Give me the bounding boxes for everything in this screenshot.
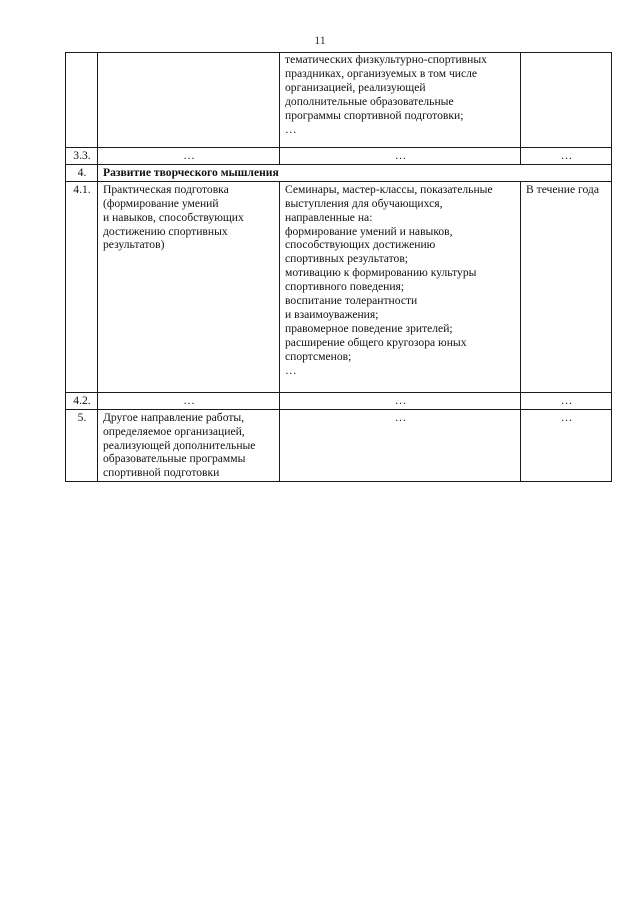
deadline-cell xyxy=(521,181,612,392)
direction-cell xyxy=(98,409,280,482)
direction-line: образовательные программы xyxy=(103,452,246,466)
content-line: правомерное поведение зрителей; xyxy=(285,321,453,335)
direction-line: определяемое организацией, xyxy=(103,424,245,438)
deadline-cell: … xyxy=(521,409,612,482)
content-cell: … xyxy=(280,392,521,409)
content-line: расширение общего кругозора юных xyxy=(285,335,467,349)
direction-line: Другое направление работы, xyxy=(103,410,245,424)
direction-line: спортивной подготовки xyxy=(103,466,220,480)
row-number-cell: 4. xyxy=(66,164,98,181)
table-row-4-2 xyxy=(66,392,612,409)
direction-line: Практическая подготовка xyxy=(103,182,229,196)
deadline-cell: … xyxy=(521,148,612,165)
content-line: и взаимоуважения; xyxy=(285,307,379,321)
content-line: спортсменов; xyxy=(285,349,352,363)
deadline-cell xyxy=(521,53,612,148)
direction-line: (формирование умений xyxy=(103,196,219,210)
row-number-cell: 4.1. xyxy=(66,181,98,392)
section-title: Развитие творческого мышления xyxy=(98,164,612,181)
table-row-3-3 xyxy=(66,148,612,165)
content-line: выступления для обучающихся, xyxy=(285,196,443,210)
content-cell xyxy=(280,53,521,148)
content-line: программы спортивной подготовки; xyxy=(285,108,464,122)
direction-cell xyxy=(98,53,280,148)
content-line: способствующих достижению xyxy=(285,238,436,252)
content-line: Семинары, мастер-классы, показательные xyxy=(285,182,493,196)
row-number-cell: 5. xyxy=(66,409,98,482)
direction-cell: … xyxy=(98,392,280,409)
row-number-cell: 4.2. xyxy=(66,392,98,409)
plan-table xyxy=(65,52,612,482)
content-line: воспитание толерантности xyxy=(285,294,418,308)
direction-line: достижению спортивных xyxy=(103,224,228,238)
content-line: спортивных результатов; xyxy=(285,252,409,266)
content-line: направленные на: xyxy=(285,210,373,224)
table-row-5 xyxy=(66,409,612,482)
direction-line: результатов) xyxy=(103,238,165,252)
page-number: 11 xyxy=(314,33,326,47)
content-line: формирование умений и навыков, xyxy=(285,224,453,238)
content-line: … xyxy=(285,363,297,377)
content-cell xyxy=(280,181,521,392)
direction-cell: … xyxy=(98,148,280,165)
deadline-cell: … xyxy=(521,392,612,409)
row-number-cell: 3.3. xyxy=(66,148,98,165)
direction-line: реализующей дополнительные xyxy=(103,438,256,452)
content-line: дополнительные образовательные xyxy=(285,94,454,108)
content-cell: … xyxy=(280,148,521,165)
content-line: спортивного поведения; xyxy=(285,280,405,294)
table-row-4 xyxy=(66,164,612,181)
content-line: организацией, реализующей xyxy=(285,80,426,94)
content-line: … xyxy=(285,122,297,136)
table-row-continuation xyxy=(66,53,612,148)
content-cell: … xyxy=(280,409,521,482)
content-line: тематических физкультурно-спортивных xyxy=(285,53,487,66)
content-line: праздниках, организуемых в том числе xyxy=(285,66,478,80)
deadline-text: В течение года xyxy=(526,182,599,196)
direction-cell xyxy=(98,181,280,392)
row-number-cell xyxy=(66,53,98,148)
direction-line: и навыков, способствующих xyxy=(103,210,244,224)
content-line: мотивацию к формированию культуры xyxy=(285,266,477,280)
table-row-4-1 xyxy=(66,181,612,392)
